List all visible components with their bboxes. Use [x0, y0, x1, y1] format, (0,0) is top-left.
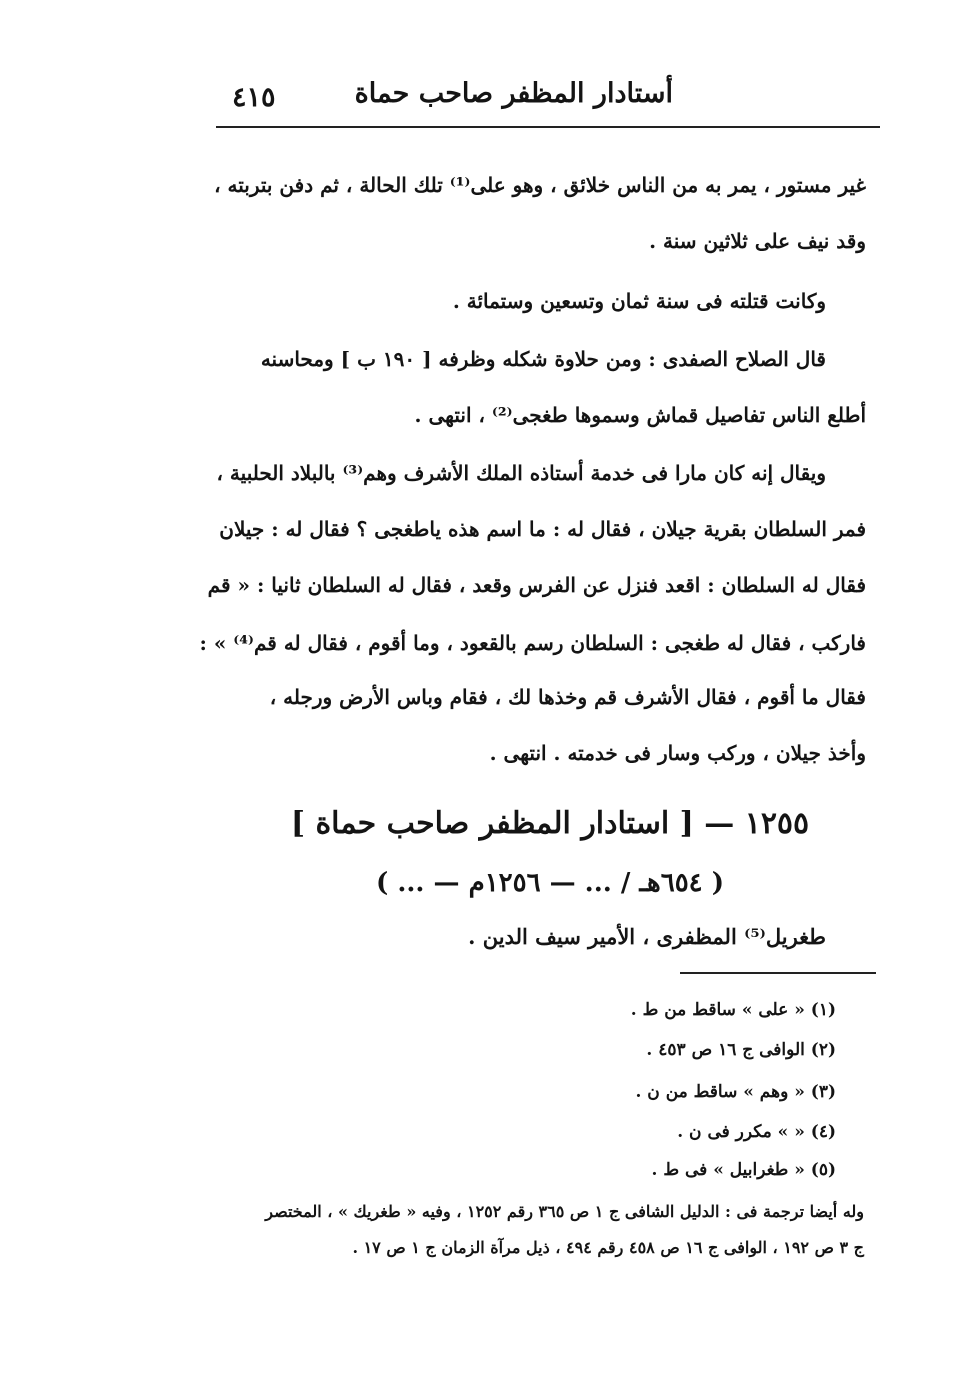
entry-heading: ١٢٥٥ — [ استادار المظفر صاحب حماة ]: [290, 806, 810, 841]
body-line-1: غير مستور ، يمر به من الناس خلائق ، وهو على⁽¹⁾ تلك الحالة ، ثم دفن بتربته ،: [214, 173, 866, 197]
body-line-11: وأخذ جيلان ، وركب وسار فى خدمته . انتهى .: [489, 741, 866, 765]
footnote-5: (٥) « طغرابيل » فى ط .: [651, 1160, 836, 1180]
footnote-rule: [680, 972, 876, 974]
entry-dates: ( ... — ٦٥٤هـ / ... — ١٢٥٦م ): [375, 868, 725, 898]
body-line-10: فقال ما أقوم ، فقال الأشرف قم وخذها لك ، فقام وباس الأرض ورجله ،: [269, 685, 866, 709]
body-line-2: وقد نيف على ثلاثين سنة .: [649, 229, 866, 253]
body-line-9: فاركب ، فقال له طغجى : السلطان رسم بالقعود ، وما أقوم ، فقال له قم⁽⁴⁾ » :: [199, 631, 866, 655]
body-line-4: قال الصلاح الصفدى : ومن حلاوة شكله وظرفه [ ١٩٠ ب ] ومحاسنه: [260, 347, 826, 371]
entry-name-line: طغريل⁽⁵⁾ المظفرى ، الأمير سيف الدين .: [468, 924, 826, 949]
header-rule: [216, 126, 880, 128]
body-line-7: فمر السلطان بقرية جيلان ، فقال له : ما اسم هذه ياطغجى ؟ فقال له : جيلان: [219, 517, 866, 541]
footnote-2: (٢) الوافى ج ١٦ ص ٤٥٣ .: [646, 1040, 836, 1060]
body-line-5: أطلع الناس تفاصيل قماش وسموها طغجى⁽²⁾ ، انتهى .: [414, 403, 866, 427]
footnote-3: (٣) « وهم » ساقط من ن .: [635, 1082, 836, 1102]
body-line-6: ويقال إنه كان مارا فى خدمة أستاذه الملك الأشرف وهم⁽³⁾ بالبلاد الحلبية ،: [216, 461, 826, 485]
running-title: أستادار المظفر صاحب حماة: [354, 78, 673, 109]
body-line-3: وكانت قتلته فى سنة ثمان وتسعين وستمائة .: [452, 289, 826, 313]
running-header: [222, 74, 878, 126]
footnote-note-line-2: ج ٣ ص ١٩٢ ، الوافى ج ١٦ ص ٤٥٨ رقم ٤٩٤ ، ذيل مرآة الزمان ج ١ ص ١٧ .: [352, 1238, 864, 1257]
footnote-note-line-1: وله أيضا ترجمة فى : الدليل الشافى ج ١ ص ٣٦٥ رقم ١٢٥٢ ، وفيه « طغريك » ، المختصر: [265, 1202, 864, 1221]
footnote-4: (٤) « » مكرر فى ن .: [677, 1122, 836, 1142]
page-number: ٤١٥: [232, 82, 276, 113]
footnote-1: (١) « على » ساقط من ط .: [630, 1000, 836, 1020]
body-line-8: فقال له السلطان : اقعد فنزل عن الفرس وقعد ، فقال له السلطان ثانيا : « قم: [207, 573, 866, 597]
